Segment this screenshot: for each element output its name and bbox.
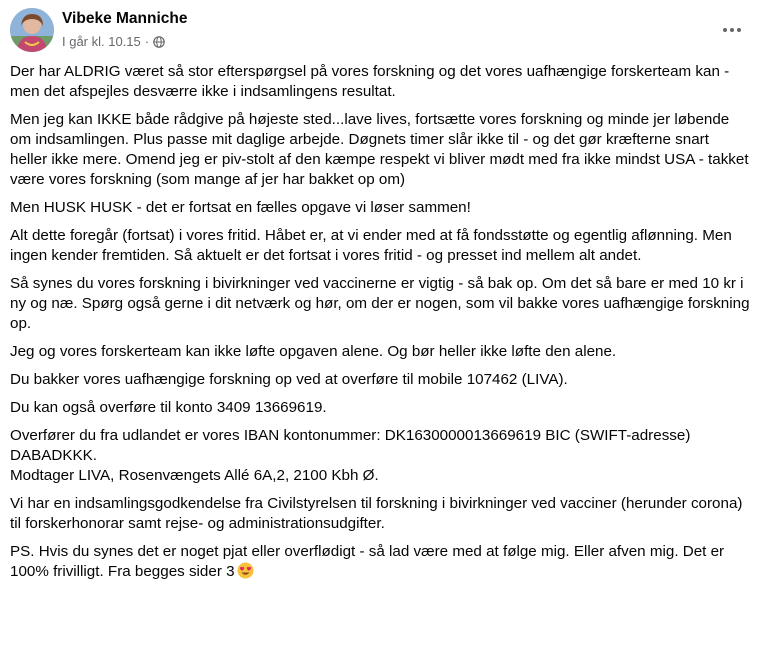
post-paragraph-6: Jeg og vores forskerteam kan ikke løfte opgaven alene. Og bør heller ikke løfte den alene. bbox=[10, 343, 617, 360]
meta-separator: · bbox=[144, 34, 150, 49]
post-paragraph-11-text: PS. Hvis du synes det er noget pjat eller overflødigt - så lad være med at følge mig. Eller afven mig. Det er 100% frivilligt. Fra begges sider 3 bbox=[10, 543, 725, 580]
post-paragraph-9: Overfører du fra udlandet er vores IBAN kontonummer: DK1630000013669619 BIC (SWIFT-adresse) DABADKKK. Modtager LIVA, Rosenvængets Allé 6A,2, 2100 Kbh Ø. bbox=[10, 427, 691, 484]
post-meta bbox=[62, 34, 165, 49]
post-paragraph-7: Du bakker vores uafhængige forskning op ved at overføre til mobile 107462 (LIVA). bbox=[10, 371, 568, 388]
post-header bbox=[10, 8, 750, 52]
more-options-button[interactable] bbox=[714, 12, 750, 48]
post-paragraph-11 bbox=[10, 542, 750, 582]
author-avatar[interactable] bbox=[10, 8, 54, 52]
avatar-image bbox=[10, 8, 54, 52]
post-paragraph-1: Der har ALDRIG været så stor efterspørgsel på vores forskning og det vores uafhængige forskerteam kan - men det afspejles desværre ikke i indsamlingens resultat. bbox=[10, 63, 730, 100]
heart-eyes-emoji-icon bbox=[237, 562, 254, 579]
post-paragraph-4: Alt dette foregår (fortsat) i vores fritid. Håbet er, at vi ender med at få fondsstøtte og egentlig aflønning. Men ingen kender fremtiden. Så aktuelt er det fortsat i vores fritid - og presset ind mellem alt andet. bbox=[10, 227, 732, 264]
post-paragraph-2: Men jeg kan IKKE både rådgive på højeste sted...lave lives, fortsætte vores forskning og minde jer løbende om indsamlingen. Plus passe mit daglige arbejde. Døgnets timer slår ikke til - og det gør kræfterne snart heller ikke mere. Omend jeg er piv-stolt af den kæmpe respekt vi bliver mødt med fra ikke mindst USA - takket være vores forskning (som mange af jer har bakket op om) bbox=[10, 111, 749, 188]
more-horizontal-icon bbox=[722, 27, 742, 33]
post-content bbox=[10, 62, 750, 590]
post-timestamp[interactable]: I går kl. 10.15 bbox=[62, 34, 141, 49]
post-paragraph-5: Så synes du vores forskning i bivirkninger ved vaccinerne er vigtig - så bak op. Om det så bare er med 10 kr i ny og næ. Spørg også gerne i dit netværk og hør, om der er nogen, som vil bakke vores uafhængige forskning op. bbox=[10, 275, 750, 332]
post-paragraph-3: Men HUSK HUSK - det er fortsat en fælles opgave vi løser sammen! bbox=[10, 199, 471, 216]
author-name[interactable]: Vibeke Manniche bbox=[62, 10, 188, 27]
post-paragraph-10: Vi har en indsamlingsgodkendelse fra Civilstyrelsen til forskning i bivirkninger ved vacciner (herunder corona) til forskerhonorar samt rejse- og administrationsudgifter. bbox=[10, 495, 743, 532]
globe-icon[interactable] bbox=[153, 36, 165, 48]
post-paragraph-8: Du kan også overføre til konto 3409 13669619. bbox=[10, 399, 327, 416]
